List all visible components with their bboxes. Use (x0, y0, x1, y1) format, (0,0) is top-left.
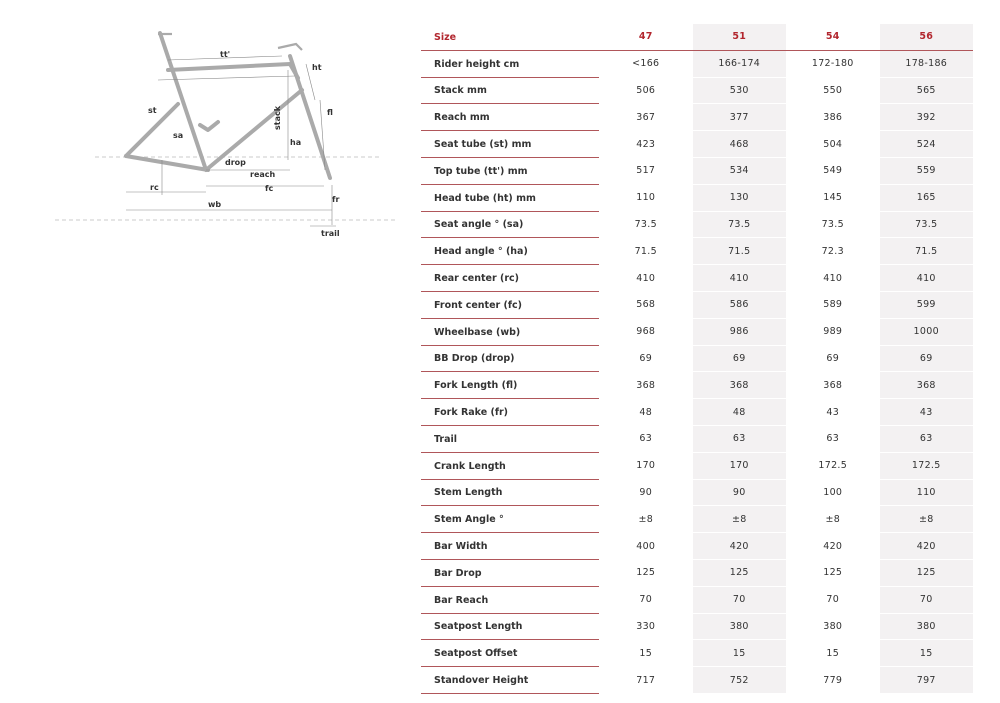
value-cell: 368 (880, 372, 974, 399)
trail-label: trail (321, 229, 340, 238)
row-label: Seatpost Offset (434, 648, 518, 660)
value-cell: 15 (786, 640, 880, 667)
row-label: Rear center (rc) (434, 273, 519, 285)
table-row (421, 480, 973, 507)
table-row (421, 238, 973, 265)
table-row (421, 185, 973, 212)
value-cell: 63 (786, 426, 880, 453)
value-cell: 73.5 (693, 212, 787, 239)
value-cell: 752 (693, 667, 787, 694)
value-cell: 380 (786, 614, 880, 641)
row-label: Front center (fc) (434, 299, 522, 311)
value-cell: ±8 (693, 506, 787, 533)
value-cell: 63 (599, 426, 693, 453)
value-cell: 43 (880, 399, 974, 426)
value-cell: 63 (880, 426, 974, 453)
stack-label: stack (273, 105, 282, 130)
table-row (421, 104, 973, 131)
value-cell: 550 (786, 78, 880, 105)
value-cell: 70 (693, 587, 787, 614)
size-header-cell: 56 (880, 24, 974, 51)
value-cell: 330 (599, 614, 693, 641)
row-label: Stem Angle ° (434, 514, 504, 526)
value-cell: 1000 (880, 319, 974, 346)
ha-label: ha (290, 138, 302, 147)
value-cell: ±8 (786, 506, 880, 533)
fl-label: fl (327, 108, 333, 117)
table-header (421, 24, 973, 51)
value-cell: 377 (693, 104, 787, 131)
row-label: Bar Drop (434, 567, 482, 579)
value-cell: 989 (786, 319, 880, 346)
value-cell: 170 (599, 453, 693, 480)
row-label: Rider height cm (434, 58, 520, 70)
value-cell: 15 (880, 640, 974, 667)
row-label: Trail (434, 433, 458, 445)
wb-label: wb (208, 200, 222, 209)
size-header-cell: 54 (786, 24, 880, 51)
value-cell: 392 (880, 104, 974, 131)
st-label: st (148, 106, 157, 115)
value-cell: 386 (786, 104, 880, 131)
value-cell: 70 (599, 587, 693, 614)
value-cell: 170 (693, 453, 787, 480)
sa-label: sa (173, 131, 184, 140)
value-cell: 178-186 (880, 51, 974, 78)
value-cell: 125 (786, 560, 880, 587)
table-row (421, 158, 973, 185)
value-cell: 48 (693, 399, 787, 426)
value-cell: 172-180 (786, 51, 880, 78)
value-cell: 43 (786, 399, 880, 426)
value-cell: 125 (599, 560, 693, 587)
table-row (421, 51, 973, 78)
value-cell: 48 (599, 399, 693, 426)
row-label: Head angle ° (ha) (434, 246, 528, 258)
value-cell: 130 (693, 185, 787, 212)
value-cell: 410 (786, 265, 880, 292)
table-row (421, 453, 973, 480)
value-cell: 423 (599, 131, 693, 158)
row-label: Seat tube (st) mm (434, 139, 532, 151)
value-cell: 69 (786, 346, 880, 373)
value-cell: 506 (599, 78, 693, 105)
value-cell: 100 (786, 480, 880, 507)
table-row (421, 506, 973, 533)
value-cell: 166-174 (693, 51, 787, 78)
value-cell: 410 (599, 265, 693, 292)
value-cell: 145 (786, 185, 880, 212)
value-cell: 549 (786, 158, 880, 185)
value-cell: 90 (693, 480, 787, 507)
value-cell: 517 (599, 158, 693, 185)
drop-label: drop (225, 158, 246, 167)
value-cell: 69 (880, 346, 974, 373)
value-cell: 589 (786, 292, 880, 319)
row-label: Fork Length (fl) (434, 380, 518, 392)
table-row (421, 265, 973, 292)
value-cell: 15 (599, 640, 693, 667)
row-label: Seatpost Length (434, 621, 523, 633)
value-cell: 72.3 (786, 238, 880, 265)
value-cell: 524 (880, 131, 974, 158)
table-row (421, 560, 973, 587)
value-cell: 73.5 (880, 212, 974, 239)
value-cell: 71.5 (599, 238, 693, 265)
value-cell: 69 (693, 346, 787, 373)
value-cell: ±8 (599, 506, 693, 533)
table-row (421, 78, 973, 105)
value-cell: 71.5 (693, 238, 787, 265)
value-cell: 420 (880, 533, 974, 560)
value-cell: 70 (880, 587, 974, 614)
fr-label: fr (332, 195, 340, 204)
value-cell: 368 (693, 372, 787, 399)
value-cell: 15 (693, 640, 787, 667)
value-cell: 110 (880, 480, 974, 507)
table-row (421, 426, 973, 453)
value-cell: 380 (693, 614, 787, 641)
value-cell: 559 (880, 158, 974, 185)
row-label: Head tube (ht) mm (434, 192, 536, 204)
value-cell: 717 (599, 667, 693, 694)
reach-label: reach (250, 170, 276, 179)
value-cell: 69 (599, 346, 693, 373)
value-cell: 968 (599, 319, 693, 346)
value-cell: 420 (693, 533, 787, 560)
tt-label: tt' (220, 50, 231, 59)
value-cell: 70 (786, 587, 880, 614)
value-cell: 565 (880, 78, 974, 105)
value-cell: 410 (880, 265, 974, 292)
table-row (421, 131, 973, 158)
row-label: Crank Length (434, 460, 506, 472)
value-cell: 530 (693, 78, 787, 105)
value-cell: 63 (693, 426, 787, 453)
row-label: Standover Height (434, 675, 529, 687)
size-header-cell: 47 (599, 24, 693, 51)
ht-label: ht (312, 63, 322, 72)
table-row (421, 614, 973, 641)
row-label: Seat angle ° (sa) (434, 219, 524, 231)
table-row (421, 667, 973, 694)
value-cell: 468 (693, 131, 787, 158)
value-cell: 368 (786, 372, 880, 399)
value-cell: 797 (880, 667, 974, 694)
value-cell: 125 (880, 560, 974, 587)
row-label: Stack mm (434, 85, 487, 97)
value-cell: 420 (786, 533, 880, 560)
value-cell: 599 (880, 292, 974, 319)
row-label: Fork Rake (fr) (434, 407, 508, 419)
value-cell: 380 (880, 614, 974, 641)
table-row (421, 212, 973, 239)
value-cell: 586 (693, 292, 787, 319)
value-cell: 534 (693, 158, 787, 185)
table-row (421, 587, 973, 614)
value-cell: 125 (693, 560, 787, 587)
value-cell: 367 (599, 104, 693, 131)
table-body (421, 51, 973, 694)
table-row (421, 372, 973, 399)
size-header-cell: 51 (693, 24, 787, 51)
frame-geometry-diagram (40, 20, 410, 250)
value-cell: <166 (599, 51, 693, 78)
rc-label: rc (150, 183, 159, 192)
table-row (421, 346, 973, 373)
row-label: Stem Length (434, 487, 503, 499)
value-cell: 71.5 (880, 238, 974, 265)
value-cell: 779 (786, 667, 880, 694)
value-cell: 110 (599, 185, 693, 212)
table-row (421, 533, 973, 560)
value-cell: ±8 (880, 506, 974, 533)
row-label: Bar Reach (434, 594, 489, 606)
value-cell: 90 (599, 480, 693, 507)
value-cell: 368 (599, 372, 693, 399)
value-cell: 165 (880, 185, 974, 212)
geometry-table (421, 24, 973, 694)
value-cell: 986 (693, 319, 787, 346)
row-label: BB Drop (drop) (434, 353, 515, 365)
size-header: Size (434, 31, 457, 43)
value-cell: 172.5 (880, 453, 974, 480)
value-cell: 410 (693, 265, 787, 292)
value-cell: 73.5 (599, 212, 693, 239)
value-cell: 568 (599, 292, 693, 319)
value-cell: 504 (786, 131, 880, 158)
table-row (421, 319, 973, 346)
row-label: Wheelbase (wb) (434, 326, 521, 338)
value-cell: 172.5 (786, 453, 880, 480)
row-label: Bar Width (434, 541, 488, 553)
table-row (421, 640, 973, 667)
table-row (421, 292, 973, 319)
row-label: Top tube (tt') mm (434, 165, 528, 177)
value-cell: 400 (599, 533, 693, 560)
table-row (421, 399, 973, 426)
fc-label: fc (265, 184, 274, 193)
row-label: Reach mm (434, 112, 490, 124)
value-cell: 73.5 (786, 212, 880, 239)
